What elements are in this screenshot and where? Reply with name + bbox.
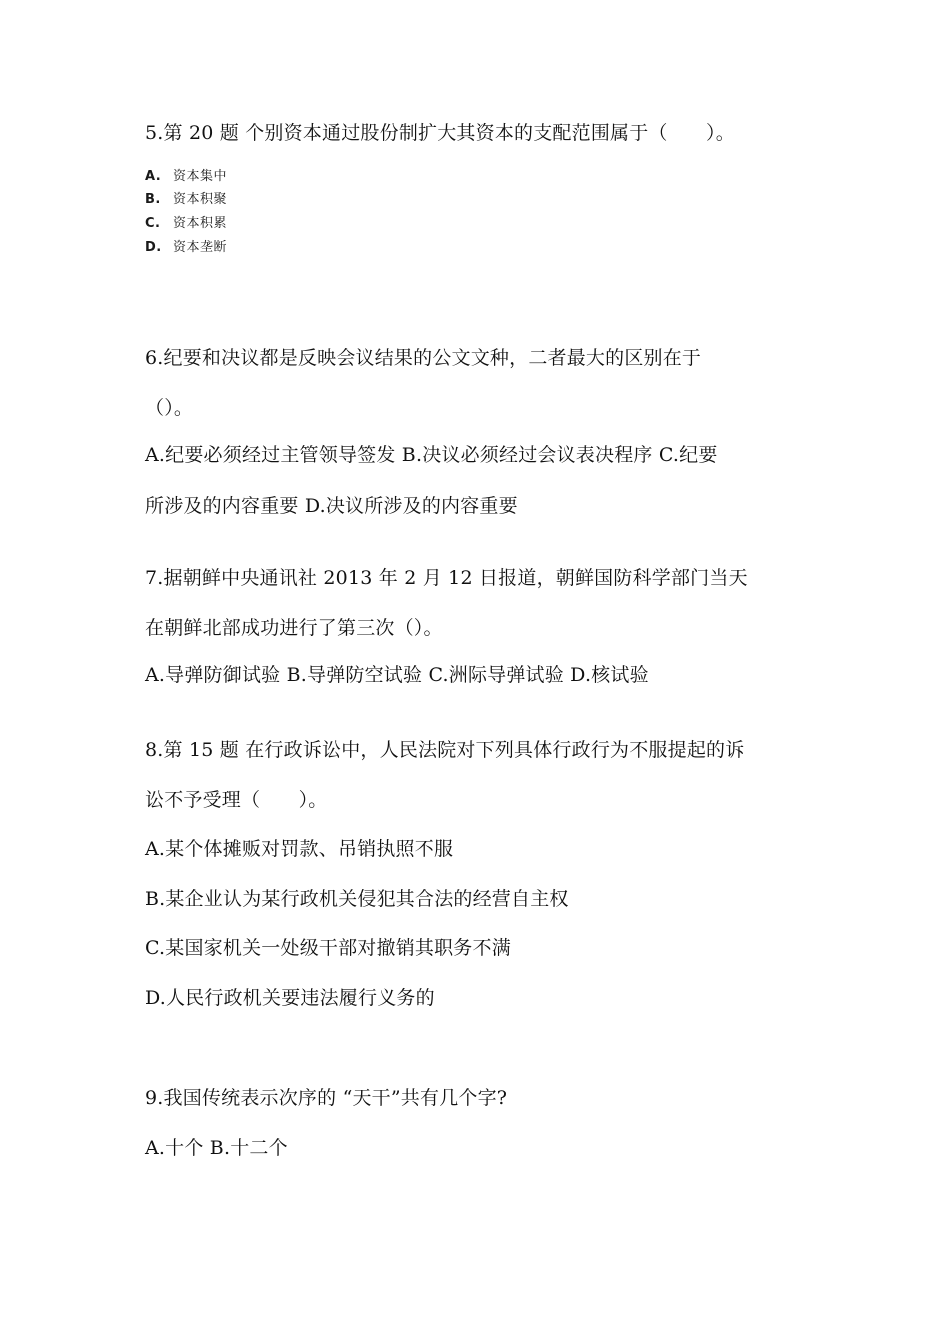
question-5-stem: 5.第 20 题 个别资本通过股份制扩大其资本的支配范围属于（ ）。 [145,122,735,144]
question-8-option-d: D.人民行政机关要违法履行义务的 [145,987,435,1009]
option-text: 资本集中 [173,169,228,184]
question-6-stem-line-2: （）。 [145,397,194,419]
question-5-option-d [145,240,227,256]
question-5-option-b [145,192,227,208]
option-text: 资本垄断 [173,240,228,255]
option-text: 资本积聚 [173,192,228,207]
question-8-option-b: B.某企业认为某行政机关侵犯其合法的经营自主权 [145,888,569,910]
question-8-stem-line-1: 8.第 15 题 在行政诉讼中，人民法院对下列具体行政行为不服提起的诉 [145,739,745,761]
option-letter: A. [145,169,162,184]
question-6-options-line-2: 所涉及的内容重要 D.决议所涉及的内容重要 [145,495,518,517]
question-6-stem-line-1: 6.纪要和决议都是反映会议结果的公文文种，二者最大的区别在于 [145,347,702,369]
question-9-options-line-1: A.十个 B.十二个 [145,1137,288,1159]
question-8-option-c: C.某国家机关一处级干部对撤销其职务不满 [145,937,511,959]
question-6-options-line-1: A.纪要必须经过主管领导签发 B.决议必须经过会议表决程序 C.纪要 [145,444,718,466]
option-text: 资本积累 [173,216,228,231]
question-5-option-a [145,169,227,185]
question-7-stem-line-2: 在朝鲜北部成功进行了第三次（）。 [145,617,443,639]
option-letter: D. [145,240,162,255]
question-8-stem-line-2: 讼不予受理（ ）。 [145,789,328,811]
question-7-stem-line-1: 7.据朝鲜中央通讯社 2013 年 2 月 12 日报道，朝鲜国防科学部门当天 [145,567,748,589]
option-letter: B. [145,192,161,207]
question-5-option-c [145,216,227,232]
question-7-options-line-1: A.导弹防御试验 B.导弹防空试验 C.洲际导弹试验 D.核试验 [145,664,649,686]
question-8-option-a: A.某个体摊贩对罚款、吊销执照不服 [145,838,454,860]
question-9-stem: 9.我国传统表示次序的 “天干”共有几个字? [145,1087,508,1109]
option-letter: C. [145,216,161,231]
